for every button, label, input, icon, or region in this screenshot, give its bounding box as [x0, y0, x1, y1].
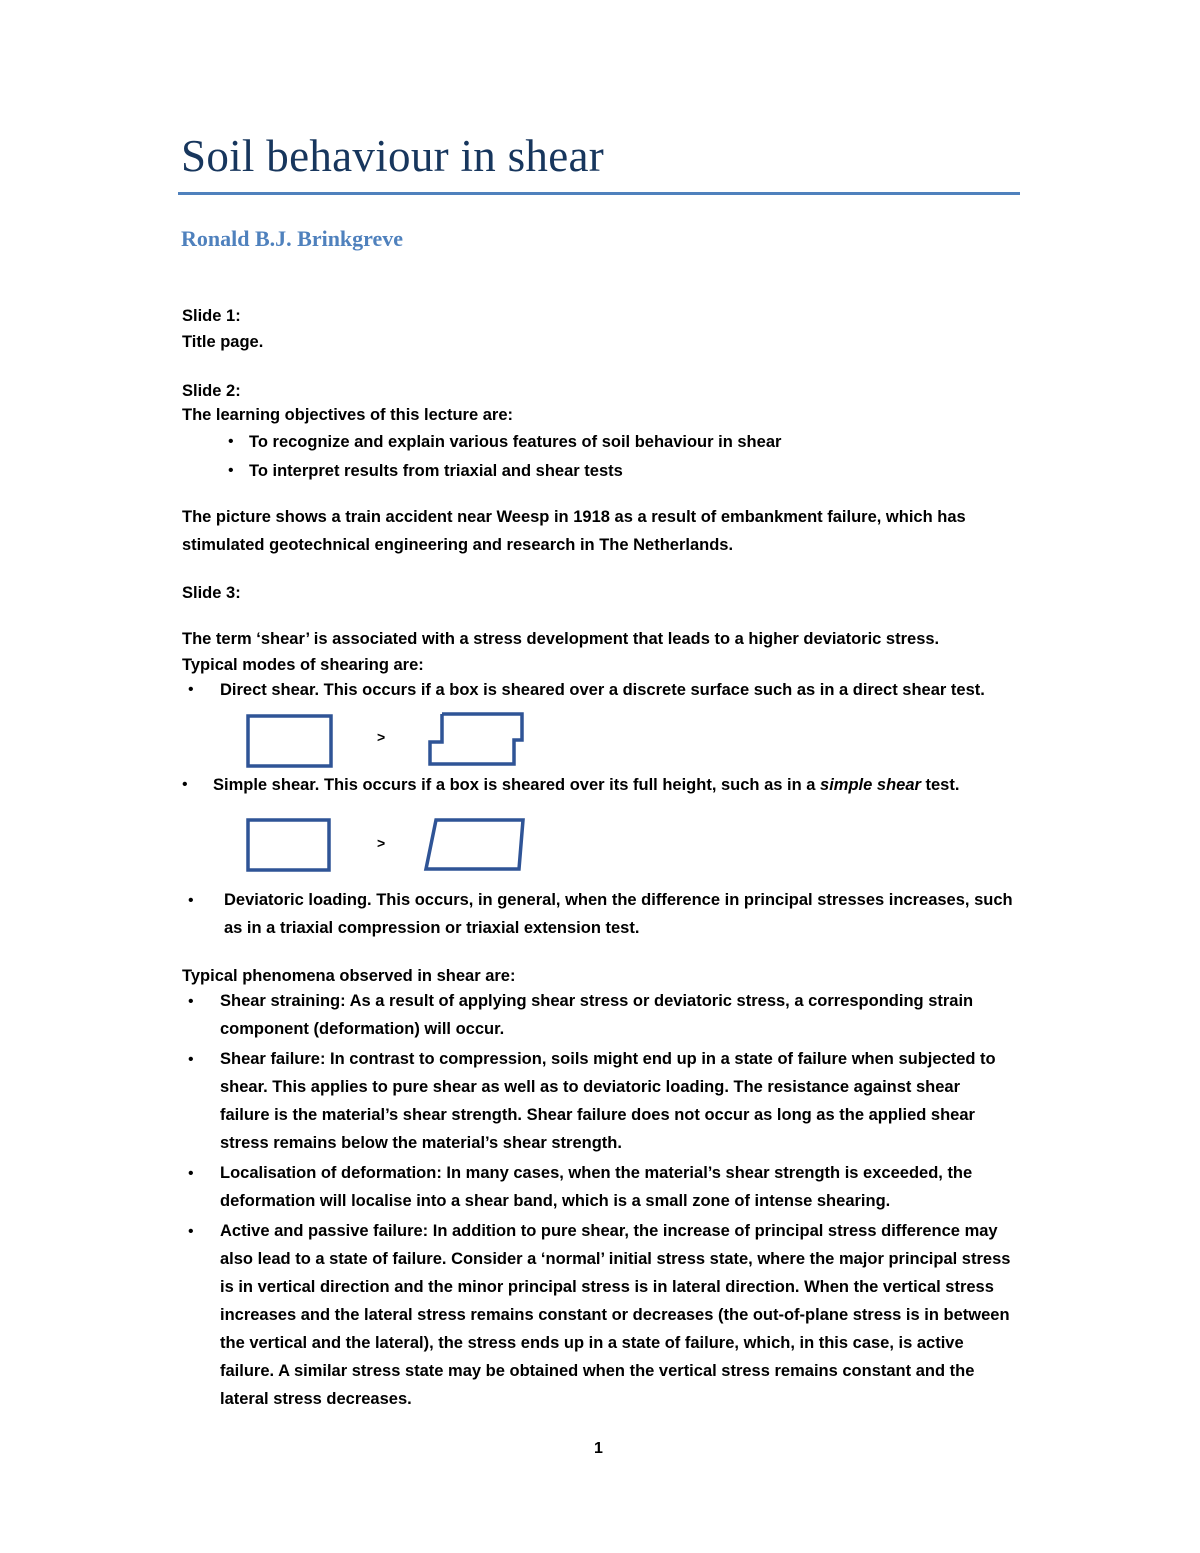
bullet-icon: • [188, 681, 194, 698]
title-underline [178, 192, 1020, 195]
slide3-heading: Slide 3: [182, 584, 241, 602]
phenomenon-active-passive-failure: Active and passive failure: In addition to pure shear, the increase of principal stress difference may also lead to a state of failure. Consider a ‘normal’ initial stress state, where the major principal stress is in vertical direction and the minor principal stress is in lateral direction. When the vertical stress increases and the lateral stress remains constant or decreases (the out-of-plane stress is in between the vertical and the lateral), the stress ends up in a state of failure, which, in this case, is active failure. A similar stress state may be obtained when the vertical stress remains constant and the lateral stress decreases. [220, 1222, 1011, 1408]
slide1-text: Title page. [182, 333, 264, 351]
simple-shear-arrow: > [377, 835, 386, 851]
shear-term-text: The term ‘shear’ is associated with a stress development that leads to a higher deviatoric stress. [182, 630, 940, 648]
simple-shear-text-a: Simple shear. This occurs if a box is sheared over its full height, such as in a [213, 776, 821, 794]
direct-shear-box-after-icon [428, 712, 526, 768]
direct-shear-box-before-icon [246, 714, 334, 768]
phenomenon-shear-failure: Shear failure: In contrast to compression, soils might end up in a state of failure when subjected to shear. This applies to pure shear as well as to deviatoric loading. The resistance against shear failure is the material’s shear strength. Shear failure does not occur as long as the applied shear stress remains below the material’s shear strength. [220, 1050, 996, 1152]
mode-direct-shear: Direct shear. This occurs if a box is sheared over a discrete surface such as in a direct shear test. [220, 681, 985, 699]
objective-item: To recognize and explain various features of soil behaviour in shear [249, 433, 782, 451]
slide2-intro: The learning objectives of this lecture are: [182, 406, 514, 424]
bullet-icon: • [188, 1051, 194, 1068]
bullet-icon: • [188, 1165, 194, 1182]
simple-shear-box-after-icon [424, 818, 526, 872]
simple-shear-text-b: test. [920, 776, 960, 794]
phenomenon-localisation: Localisation of deformation: In many cases, when the material’s shear strength is exceeded, the deformation will localise into a shear band, which is a small zone of intense shearing. [220, 1164, 973, 1210]
modes-intro: Typical modes of shearing are: [182, 656, 424, 674]
bullet-icon: • [188, 993, 194, 1010]
bullet-icon: • [228, 433, 234, 450]
document-title: Soil behaviour in shear [181, 131, 605, 181]
phenomena-intro: Typical phenomena observed in shear are: [182, 967, 516, 985]
simple-shear-box-before-icon [246, 818, 332, 872]
slide1-heading: Slide 1: [182, 307, 241, 325]
mode-simple-shear [213, 774, 959, 796]
objective-item: To interpret results from triaxial and shear tests [249, 462, 623, 480]
bullet-icon: • [228, 462, 234, 479]
slide2-heading: Slide 2: [182, 382, 241, 400]
document-author: Ronald B.J. Brinkgreve [181, 226, 404, 251]
bullet-icon: • [182, 776, 188, 793]
simple-shear-italic: simple shear [820, 776, 921, 794]
bullet-icon: • [188, 892, 194, 909]
page-number: 1 [594, 1440, 603, 1457]
direct-shear-arrow: > [377, 729, 386, 745]
mode-deviatoric-loading: Deviatoric loading. This occurs, in general, when the difference in principal stresses increases, such as in a triaxial compression or triaxial extension test. [224, 891, 1013, 937]
picture-description: The picture shows a train accident near Weesp in 1918 as a result of embankment failure, which has stimulated geotechnical engineering and research in The Netherlands. [182, 508, 966, 554]
phenomenon-shear-straining: Shear straining: As a result of applying shear stress or deviatoric stress, a corresponding strain component (deformation) will occur. [220, 992, 974, 1038]
bullet-icon: • [188, 1223, 194, 1240]
